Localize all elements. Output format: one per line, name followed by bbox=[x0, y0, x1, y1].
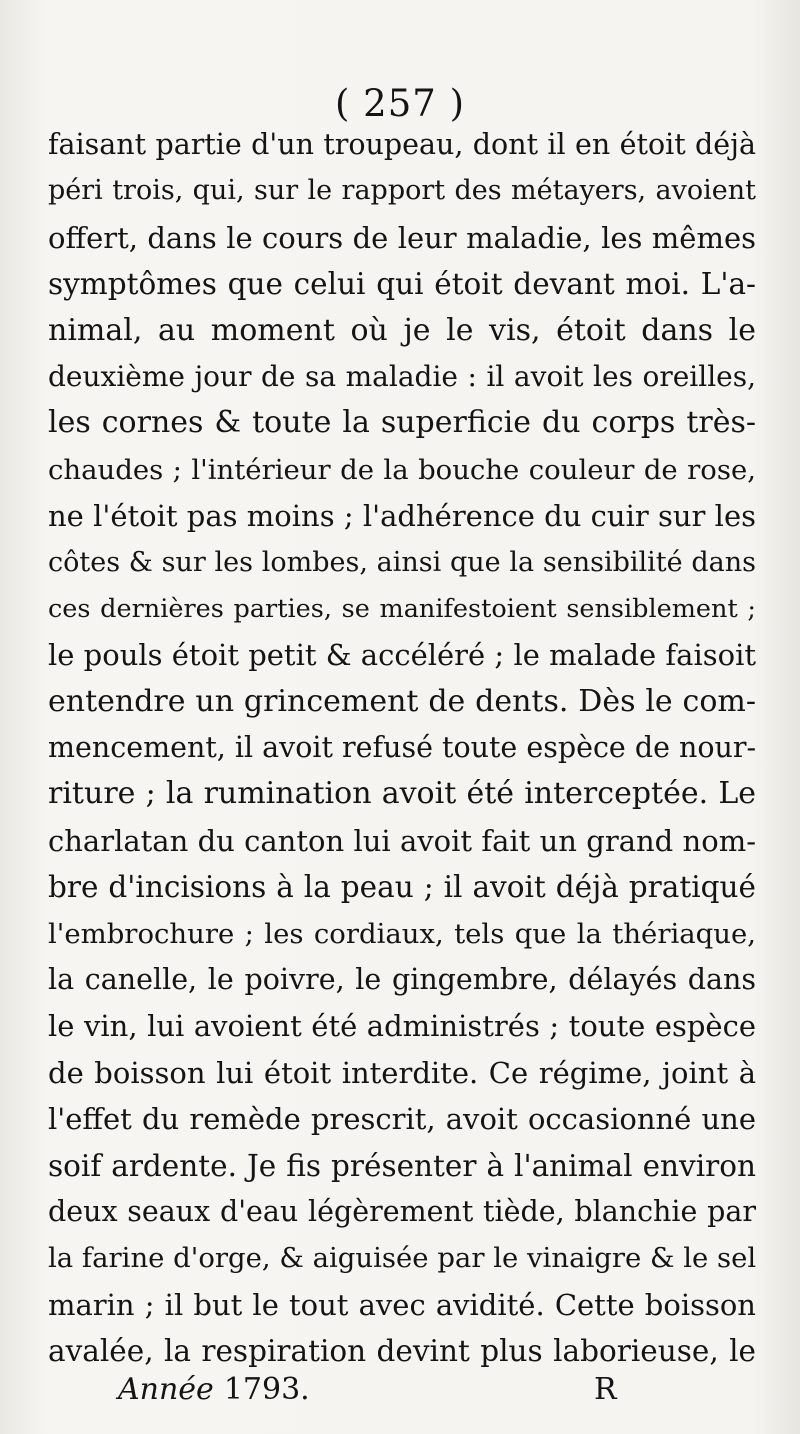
year-label: Année bbox=[118, 1372, 214, 1407]
text-line: chaudes ; l'intérieur de la bouche couleur de rose, bbox=[48, 453, 756, 486]
signature-mark: R bbox=[594, 1372, 617, 1407]
text-line: riture ; la rumination avoit été interceptée. Le bbox=[48, 776, 756, 812]
footer-year bbox=[118, 1368, 310, 1412]
text-line: entendre un grincement de dents. Dès le com- bbox=[48, 683, 756, 719]
text-line: l'embrochure ; les cordiaux, tels que la thériaque, bbox=[48, 917, 756, 950]
text-line: offert, dans le cours de leur maladie, les mêmes bbox=[48, 220, 756, 255]
text-line: la farine d'orge, & aiguisée par le vinaigre & le sel bbox=[48, 1242, 757, 1275]
text-line: ne l'étoit pas moins ; l'adhérence du cuir sur les bbox=[48, 499, 756, 534]
text-line: les cornes & toute la superficie du corps très- bbox=[48, 405, 756, 441]
text-line: la canelle, le poivre, le gingembre, délayés dans bbox=[48, 963, 756, 997]
text-line: charlatan du canton lui avoit fait un grand nom- bbox=[48, 823, 756, 858]
text-line: de boisson lui étoit interdite. Ce régime, joint à bbox=[48, 1055, 756, 1090]
text-line: côtes & sur les lombes, ainsi que la sensibilité dans bbox=[48, 546, 756, 578]
text-line: ces dernières parties, se manifestoient sensiblement ; bbox=[48, 593, 756, 624]
text-line: faisant partie d'un troupeau, dont il en étoit déjà bbox=[48, 128, 756, 161]
text-line: deuxième jour de sa maladie : il avoit les oreilles, bbox=[48, 359, 756, 393]
text-line: le vin, lui avoient été administrés ; toute espèce bbox=[48, 1009, 756, 1044]
text-line: avalée, la respiration devint plus laborieuse, le bbox=[48, 1334, 756, 1369]
text-line: deux seaux d'eau légèrement tiède, blanchie par bbox=[48, 1194, 756, 1228]
text-line: mencement, il avoit refusé toute espèce de nour- bbox=[48, 731, 757, 765]
text-line: marin ; il but le tout avec avidité. Cette boisson bbox=[48, 1287, 756, 1322]
text-line: symptômes que celui qui étoit devant moi. L'a- bbox=[48, 267, 756, 302]
page-footer bbox=[48, 1368, 756, 1412]
text-line: soif ardente. Je fis présenter à l'animal environ bbox=[48, 1148, 756, 1183]
year-value: 1793. bbox=[223, 1372, 310, 1407]
body-text bbox=[48, 122, 756, 1375]
text-line: le pouls étoit petit & accéléré ; le malade faisoit bbox=[48, 638, 756, 673]
text-line: péri trois, qui, sur le rapport des métayers, avoient bbox=[48, 175, 756, 207]
text-line: bre d'incisions à la peau ; il avoit déjà pratiqué bbox=[48, 870, 756, 905]
text-line: l'effet du remède prescrit, avoit occasionné une bbox=[48, 1102, 756, 1137]
text-line: nimal, au moment où je le vis, étoit dans le bbox=[48, 312, 756, 348]
page-number: ( 257 ) bbox=[334, 82, 465, 125]
